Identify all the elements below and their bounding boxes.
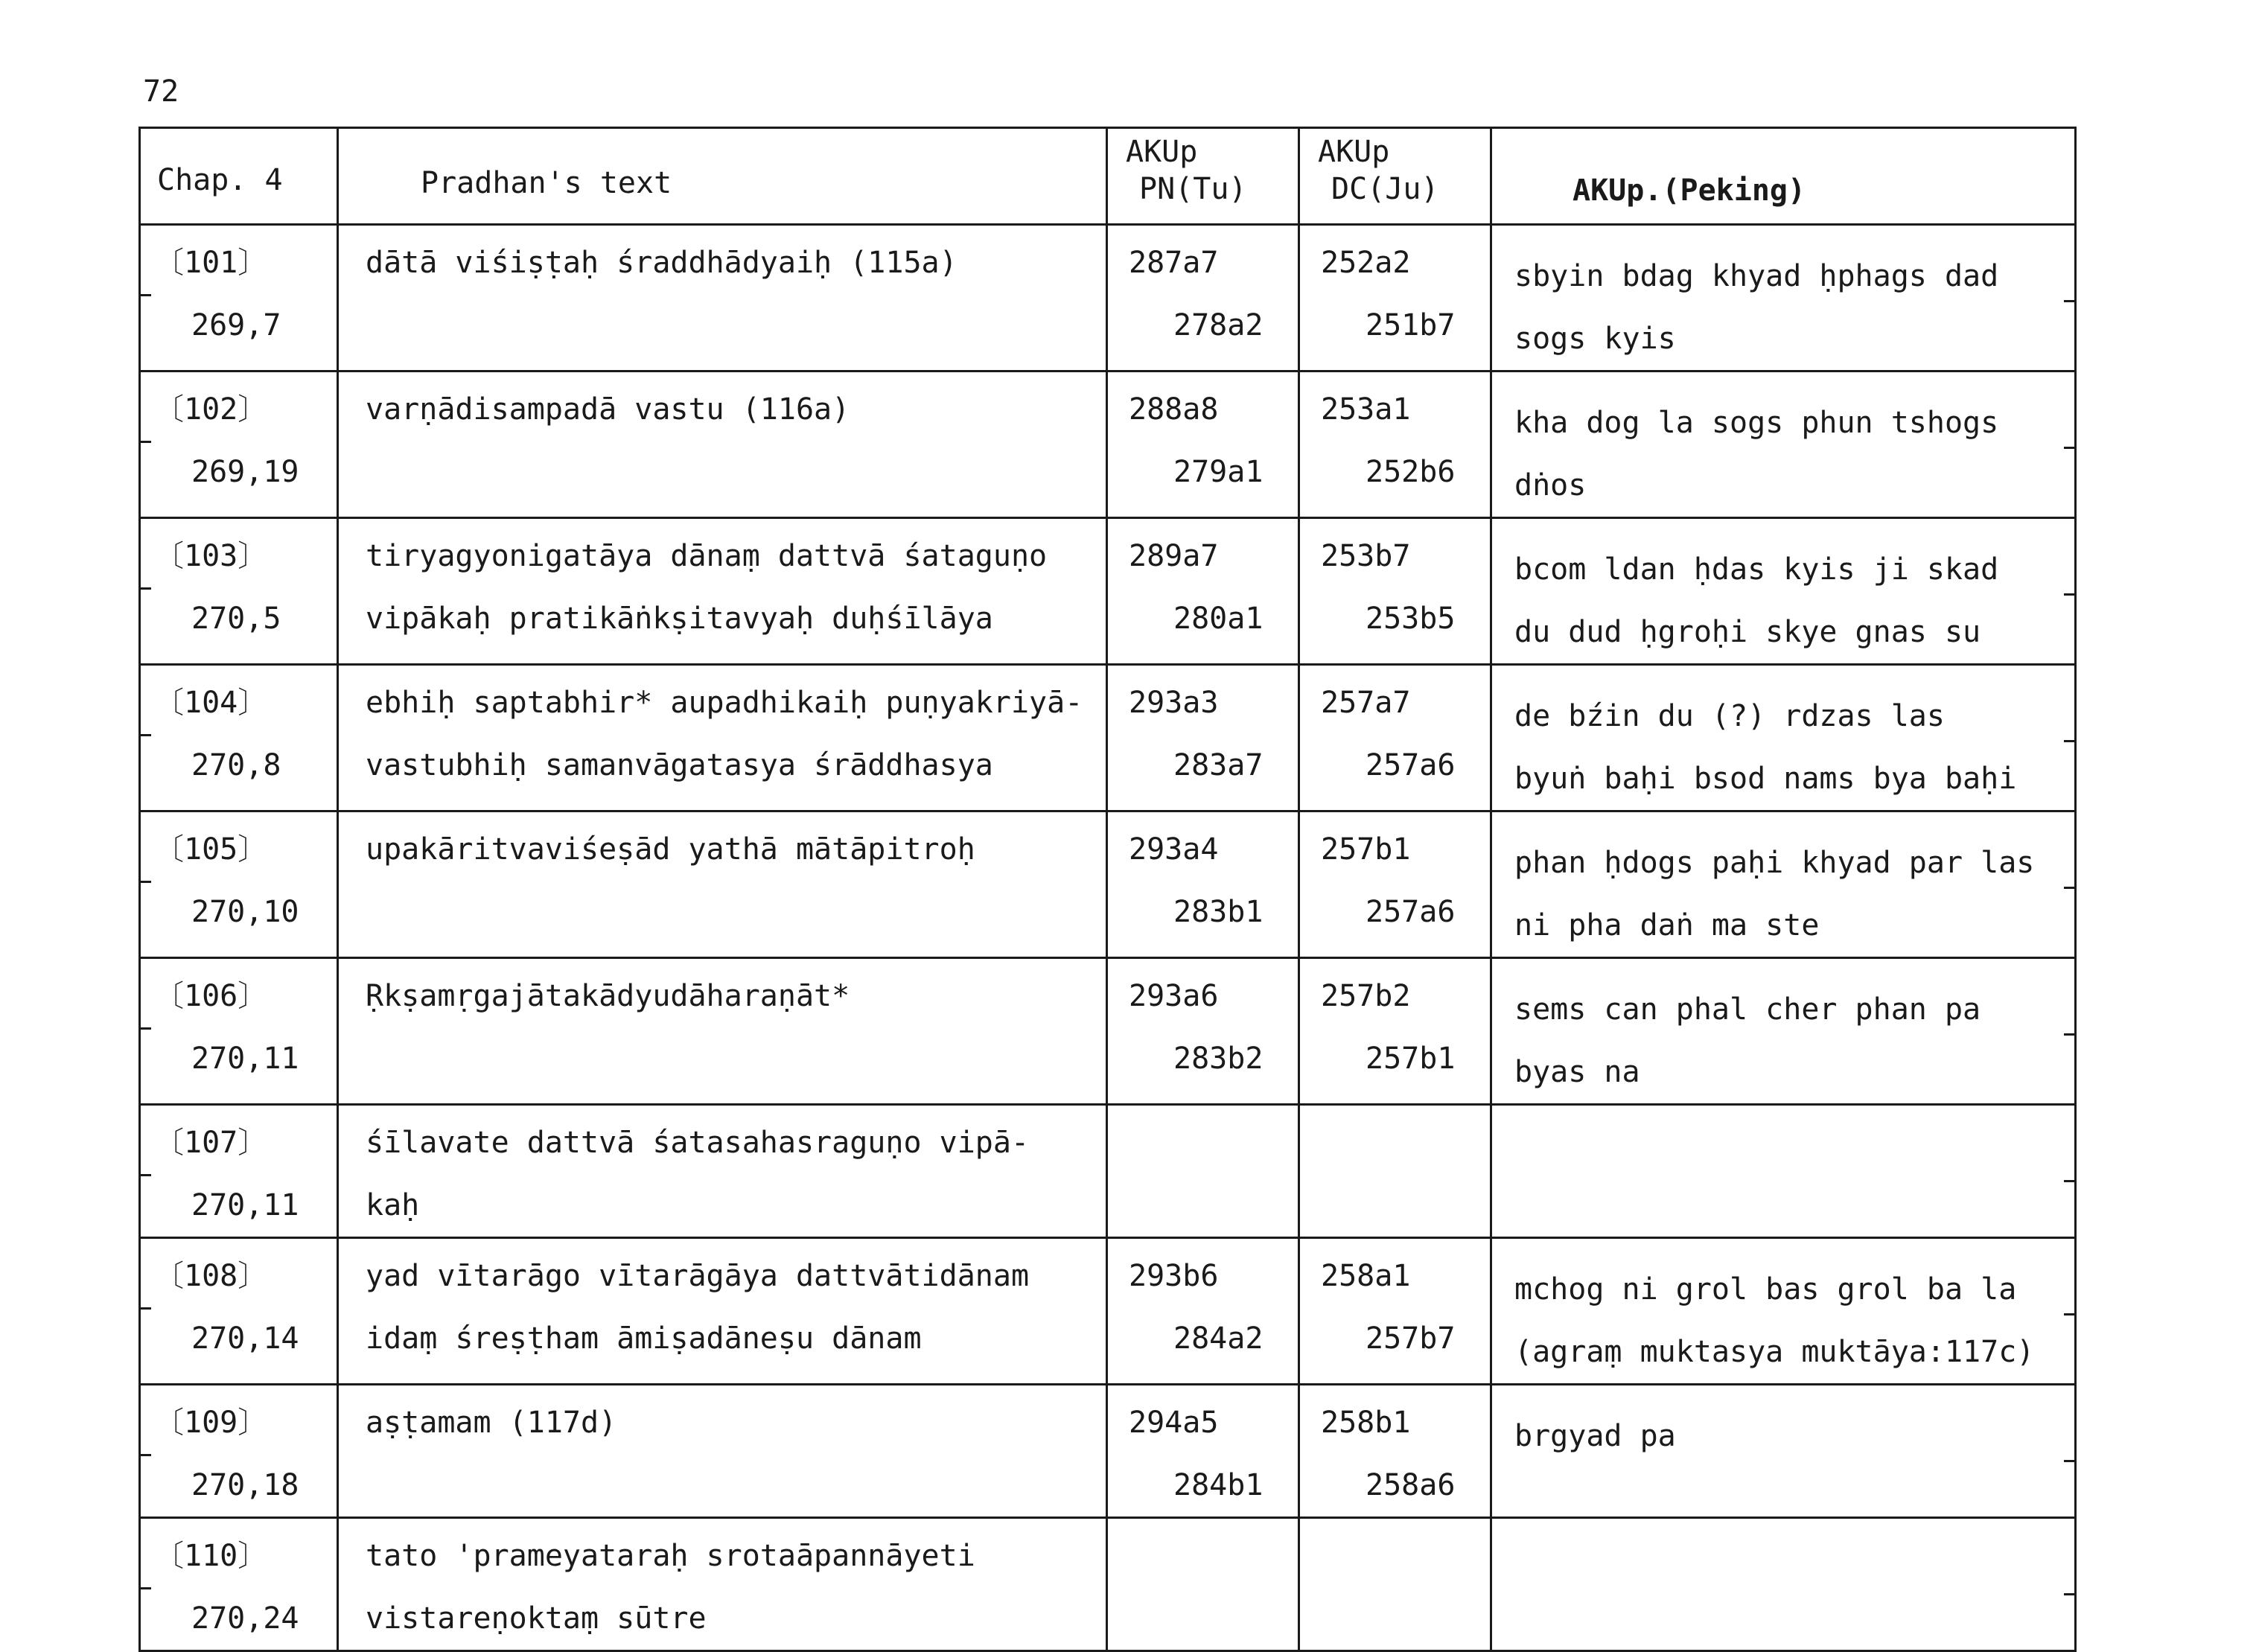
page-line-ref: 270,14 <box>191 1321 299 1356</box>
sanskrit-line-1: dātā viśiṣṭaḥ śraddhādyaiḥ (115a) <box>366 246 957 280</box>
pn-ref-2: 283b2 <box>1173 1042 1264 1076</box>
page-line-ref: 270,18 <box>191 1468 299 1502</box>
sanskrit-line-2: vastubhiḥ samanvāgatasya śrāddhasya <box>366 748 993 782</box>
page-line-ref: 270,8 <box>191 748 281 782</box>
header-row <box>140 128 2076 225</box>
dc-ref-1: 257b1 <box>1321 832 1411 867</box>
akup-dc-cell <box>1299 1518 1491 1651</box>
pn-ref-1: 293b6 <box>1129 1259 1219 1293</box>
page-number: 72 <box>143 74 179 109</box>
dc-ref-2: 251b7 <box>1366 308 1456 342</box>
tibetan-line-1: mchog ni grol bas grol ba la <box>1514 1272 2017 1307</box>
chapter-cell <box>140 518 338 665</box>
entry-number: 〔106〕 <box>154 979 268 1013</box>
sanskrit-line-1: ebhiḥ saptabhir* aupadhikaiḥ puṇyakriyā- <box>366 686 1083 720</box>
dc-ref-1: 253b7 <box>1321 539 1411 573</box>
pn-ref-1: 294a5 <box>1129 1406 1219 1440</box>
dc-ref-1: 253a1 <box>1321 392 1411 427</box>
row-tick-mark <box>139 734 151 736</box>
sanskrit-line-2: idaṃ śreṣṭham āmiṣadāneṣu dānam <box>366 1321 922 1356</box>
header-akup-dc-title: AKUp <box>1318 135 1390 169</box>
akup-dc-cell <box>1299 1105 1491 1238</box>
chapter-cell <box>140 1238 338 1385</box>
header-akup-pn-sub: PN(Tu) <box>1139 172 1247 206</box>
row-tick-mark <box>139 1307 151 1310</box>
page-line-ref: 269,19 <box>191 455 299 489</box>
akup-pn-cell <box>1107 1238 1299 1385</box>
pradhan-text-cell <box>338 1105 1107 1238</box>
chapter-cell <box>140 1105 338 1238</box>
pn-ref-1: 293a4 <box>1129 832 1219 867</box>
chapter-cell <box>140 958 338 1105</box>
header-chapter: Chap. 4 <box>140 128 338 225</box>
akup-dc-cell <box>1299 958 1491 1105</box>
akup-pn-cell <box>1107 811 1299 958</box>
row-tick-mark <box>2064 447 2076 449</box>
page-line-ref: 270,24 <box>191 1601 299 1636</box>
pradhan-text-cell <box>338 665 1107 811</box>
pn-ref-2: 280a1 <box>1173 602 1264 636</box>
entry-number: 〔105〕 <box>154 832 268 867</box>
row-tick-mark <box>2064 740 2076 742</box>
pn-ref-2: 283a7 <box>1173 748 1264 782</box>
pn-ref-2: 278a2 <box>1173 308 1264 342</box>
peking-tibetan-cell <box>1491 1518 2076 1651</box>
chapter-cell <box>140 1385 338 1518</box>
dc-ref-1: 257a7 <box>1321 686 1411 720</box>
entry-number: 〔102〕 <box>154 392 268 427</box>
entry-number: 〔101〕 <box>154 246 268 280</box>
tibetan-line-2: sogs kyis <box>1514 322 1676 356</box>
sanskrit-line-1: upakāritvaviśeṣād yathā mātāpitroḥ <box>366 832 975 867</box>
peking-tibetan-cell <box>1491 958 2076 1105</box>
table-row <box>140 518 2076 665</box>
dc-ref-2: 252b6 <box>1366 455 1456 489</box>
row-tick-mark <box>139 881 151 883</box>
tibetan-line-2: byas na <box>1514 1055 1640 1089</box>
page-line-ref: 270,11 <box>191 1188 299 1222</box>
sanskrit-line-2: vistareṇoktaṃ sūtre <box>366 1601 707 1636</box>
tibetan-line-1: brgyad pa <box>1514 1419 1676 1453</box>
tibetan-line-1: de bźin du (?) rdzas las <box>1514 699 1945 733</box>
header-akup-peking: AKUp.(Peking) <box>1491 128 2076 225</box>
akup-pn-cell <box>1107 518 1299 665</box>
page-line-ref: 270,11 <box>191 1042 299 1076</box>
table-row <box>140 1518 2076 1651</box>
entry-number: 〔104〕 <box>154 686 268 720</box>
tibetan-line-2: byuṅ baḥi bsod nams bya baḥi <box>1514 762 2017 796</box>
sanskrit-line-1: Ṛkṣamṛgajātakādyudāharaṇāt* <box>366 979 850 1013</box>
tibetan-line-2: du dud ḥgroḥi skye gnas su <box>1514 615 1981 649</box>
akup-pn-cell <box>1107 371 1299 518</box>
dc-ref-2: 257a6 <box>1366 895 1456 929</box>
table-row <box>140 225 2076 371</box>
akup-dc-cell <box>1299 371 1491 518</box>
row-tick-mark <box>2064 1180 2076 1182</box>
row-tick-mark <box>2064 1313 2076 1315</box>
entry-number: 〔103〕 <box>154 539 268 573</box>
akup-pn-cell <box>1107 958 1299 1105</box>
pn-ref-1: 289a7 <box>1129 539 1219 573</box>
header-akup-dc <box>1299 128 1491 225</box>
row-tick-mark <box>2064 1033 2076 1036</box>
pradhan-text-cell <box>338 371 1107 518</box>
row-tick-mark <box>139 1587 151 1589</box>
pradhan-text-cell <box>338 1385 1107 1518</box>
row-tick-mark <box>2064 1460 2076 1462</box>
sanskrit-line-1: varṇādisampadā vastu (116a) <box>366 392 850 427</box>
dc-ref-2: 257b7 <box>1366 1321 1456 1356</box>
peking-tibetan-cell <box>1491 1385 2076 1518</box>
dc-ref-2: 257b1 <box>1366 1042 1456 1076</box>
table-row <box>140 1105 2076 1238</box>
pn-ref-2: 283b1 <box>1173 895 1264 929</box>
sanskrit-line-1: śīlavate dattvā śatasahasraguṇo vipā- <box>366 1126 1030 1160</box>
tibetan-line-2: (agraṃ muktasya muktāya:117c) <box>1514 1335 2035 1369</box>
chapter-cell <box>140 225 338 371</box>
akup-pn-cell <box>1107 225 1299 371</box>
page-line-ref: 269,7 <box>191 308 281 342</box>
concordance-table-wrapper <box>138 127 2074 1636</box>
table-row <box>140 811 2076 958</box>
akup-dc-cell <box>1299 225 1491 371</box>
akup-dc-cell <box>1299 665 1491 811</box>
pradhan-text-cell <box>338 518 1107 665</box>
pn-ref-1: 288a8 <box>1129 392 1219 427</box>
pradhan-text-cell <box>338 811 1107 958</box>
tibetan-line-2: dṅos <box>1514 468 1587 503</box>
pn-ref-1: 287a7 <box>1129 246 1219 280</box>
chapter-cell <box>140 665 338 811</box>
tibetan-line-1: sbyin bdag khyad ḥphags dad <box>1514 259 1999 293</box>
sanskrit-line-1: yad vītarāgo vītarāgāya dattvātidānam <box>366 1259 1030 1293</box>
chapter-cell <box>140 371 338 518</box>
tibetan-line-2: ni pha daṅ ma ste <box>1514 908 1820 943</box>
row-tick-mark <box>2064 887 2076 889</box>
peking-tibetan-cell <box>1491 1105 2076 1238</box>
dc-ref-1: 257b2 <box>1321 979 1411 1013</box>
tibetan-line-1: sems can phal cher phan pa <box>1514 992 1981 1027</box>
pn-ref-1: 293a3 <box>1129 686 1219 720</box>
table-row <box>140 958 2076 1105</box>
row-tick-mark <box>2064 1593 2076 1595</box>
row-tick-mark <box>139 441 151 443</box>
dc-ref-1: 252a2 <box>1321 246 1411 280</box>
pn-ref-2: 284a2 <box>1173 1321 1264 1356</box>
sanskrit-line-2: vipākaḥ pratikāṅkṣitavyaḥ duḥśīlāya <box>366 602 993 636</box>
entry-number: 〔108〕 <box>154 1259 268 1293</box>
row-tick-mark <box>139 587 151 590</box>
peking-tibetan-cell <box>1491 1238 2076 1385</box>
peking-tibetan-cell <box>1491 371 2076 518</box>
sanskrit-line-2: kaḥ <box>366 1188 420 1222</box>
pn-ref-2: 284b1 <box>1173 1468 1264 1502</box>
row-tick-mark <box>139 294 151 296</box>
pn-ref-1: 293a6 <box>1129 979 1219 1013</box>
row-tick-mark <box>139 1454 151 1456</box>
entry-number: 〔109〕 <box>154 1406 268 1440</box>
row-tick-mark <box>139 1027 151 1030</box>
row-tick-mark <box>139 1174 151 1176</box>
sanskrit-line-1: tato 'prameyataraḥ srotaāpannāyeti <box>366 1539 975 1573</box>
chapter-cell <box>140 811 338 958</box>
tibetan-line-1: bcom ldan ḥdas kyis ji skad <box>1514 552 1999 587</box>
peking-tibetan-cell <box>1491 665 2076 811</box>
akup-pn-cell <box>1107 1518 1299 1651</box>
dc-ref-2: 257a6 <box>1366 748 1456 782</box>
dc-ref-1: 258b1 <box>1321 1406 1411 1440</box>
akup-pn-cell <box>1107 1105 1299 1238</box>
entry-number: 〔107〕 <box>154 1126 268 1160</box>
pradhan-text-cell <box>338 1518 1107 1651</box>
chapter-cell <box>140 1518 338 1651</box>
peking-tibetan-cell <box>1491 225 2076 371</box>
pn-ref-2: 279a1 <box>1173 455 1264 489</box>
row-tick-mark <box>2064 593 2076 596</box>
concordance-table <box>138 127 2077 1652</box>
table-row <box>140 1385 2076 1518</box>
sanskrit-line-1: tiryagyonigatāya dānaṃ dattvā śataguṇo <box>366 539 1048 573</box>
table-row <box>140 665 2076 811</box>
akup-dc-cell <box>1299 518 1491 665</box>
row-tick-mark <box>2064 300 2076 302</box>
entry-number: 〔110〕 <box>154 1539 268 1573</box>
pradhan-text-cell <box>338 225 1107 371</box>
header-akup-dc-sub: DC(Ju) <box>1331 172 1439 206</box>
akup-dc-cell <box>1299 1238 1491 1385</box>
tibetan-line-1: kha dog la sogs phun tshogs <box>1514 406 1999 440</box>
pradhan-text-cell <box>338 958 1107 1105</box>
pradhan-text-cell <box>338 1238 1107 1385</box>
header-pradhan-text: Pradhan's text <box>338 128 1107 225</box>
dc-ref-2: 253b5 <box>1366 602 1456 636</box>
dc-ref-1: 258a1 <box>1321 1259 1411 1293</box>
header-akup-pn <box>1107 128 1299 225</box>
page-line-ref: 270,5 <box>191 602 281 636</box>
peking-tibetan-cell <box>1491 518 2076 665</box>
peking-tibetan-cell <box>1491 811 2076 958</box>
table-row <box>140 1238 2076 1385</box>
akup-pn-cell <box>1107 665 1299 811</box>
header-akup-pn-title: AKUp <box>1126 135 1198 169</box>
sanskrit-line-1: aṣṭamam (117d) <box>366 1406 617 1440</box>
akup-dc-cell <box>1299 811 1491 958</box>
akup-pn-cell <box>1107 1385 1299 1518</box>
page-line-ref: 270,10 <box>191 895 299 929</box>
dc-ref-2: 258a6 <box>1366 1468 1456 1502</box>
tibetan-line-1: phan ḥdogs paḥi khyad par las <box>1514 846 2035 880</box>
akup-dc-cell <box>1299 1385 1491 1518</box>
table-row <box>140 371 2076 518</box>
